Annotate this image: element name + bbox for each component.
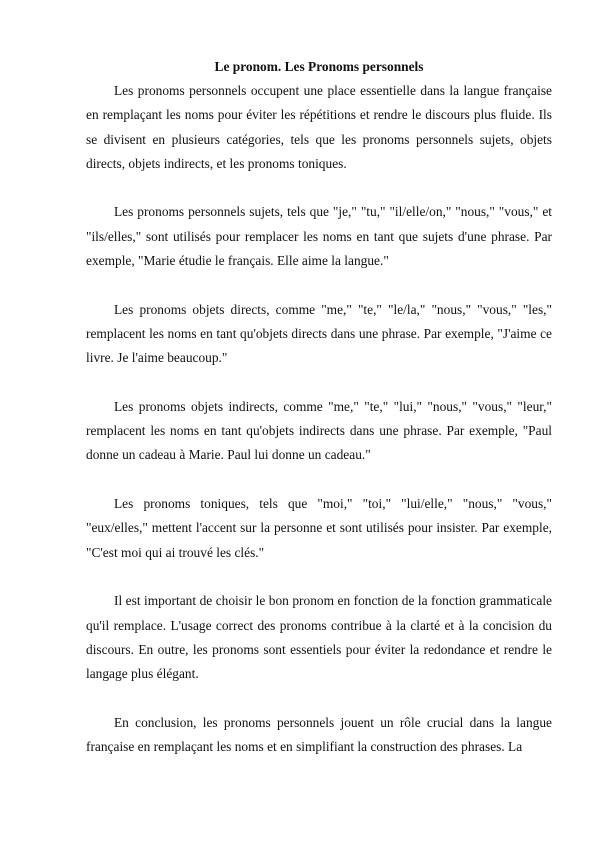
paragraph-indirect-object-pronouns: Les pronoms objets indirects, comme "me," "te," "lui," "nous," "vous," "leur," remplacent les noms en tant qu'objets indirects dans une phrase. Par exemple, "Paul donne un cadeau à Marie. Paul lui donne un cadeau." [86, 398, 552, 463]
paragraph-importance: Il est important de choisir le bon pronom en fonction de la fonction grammaticale qu'il remplace. L'usage correct des pronoms contribue à la clarté et à la concision du discours. En outre, les pronoms sont essentiels pour éviter la redondance et rendre le langage plus élégant. [86, 593, 552, 682]
paragraph-subject-pronouns: Les pronoms personnels sujets, tels que "je," "tu," "il/elle/on," "nous," "vous," et "ils/elles," sont utilisés pour remplacer les noms en tant que sujets d'une phrase. Par exemple, "Marie étudie le français. Elle aime la langue." [86, 204, 552, 269]
paragraph-direct-object-pronouns: Les pronoms objets directs, comme "me," "te," "le/la," "nous," "vous," "les," remplacent les noms en tant qu'objets directs dans une phrase. Par exemple, "J'aime ce livre. Je l'aime beaucoup." [86, 301, 552, 366]
paragraph-intro: Les pronoms personnels occupent une place essentielle dans la langue française en remplaçant les noms pour éviter les répétitions et rendre le discours plus fluide. Ils se divisent en plusieurs catégories, tels que les pronoms personnels sujets, objets directs, objets indirects, et les pronoms toniques. [86, 83, 552, 171]
document-title: Le pronom. Les Pronoms personnels [214, 59, 424, 74]
document-page [86, 55, 552, 759]
paragraph-tonic-pronouns: Les pronoms toniques, tels que "moi," "toi," "lui/elle," "nous," "vous," "eux/elles," mettent l'accent sur la personne et sont utilisés pour insister. Par exemple, "C'est moi qui ai trouvé les clés." [86, 496, 552, 560]
paragraph-conclusion: En conclusion, les pronoms personnels jouent un rôle crucial dans la langue française en remplaçant les noms et en simplifiant la construction des phrases. La [86, 714, 552, 755]
